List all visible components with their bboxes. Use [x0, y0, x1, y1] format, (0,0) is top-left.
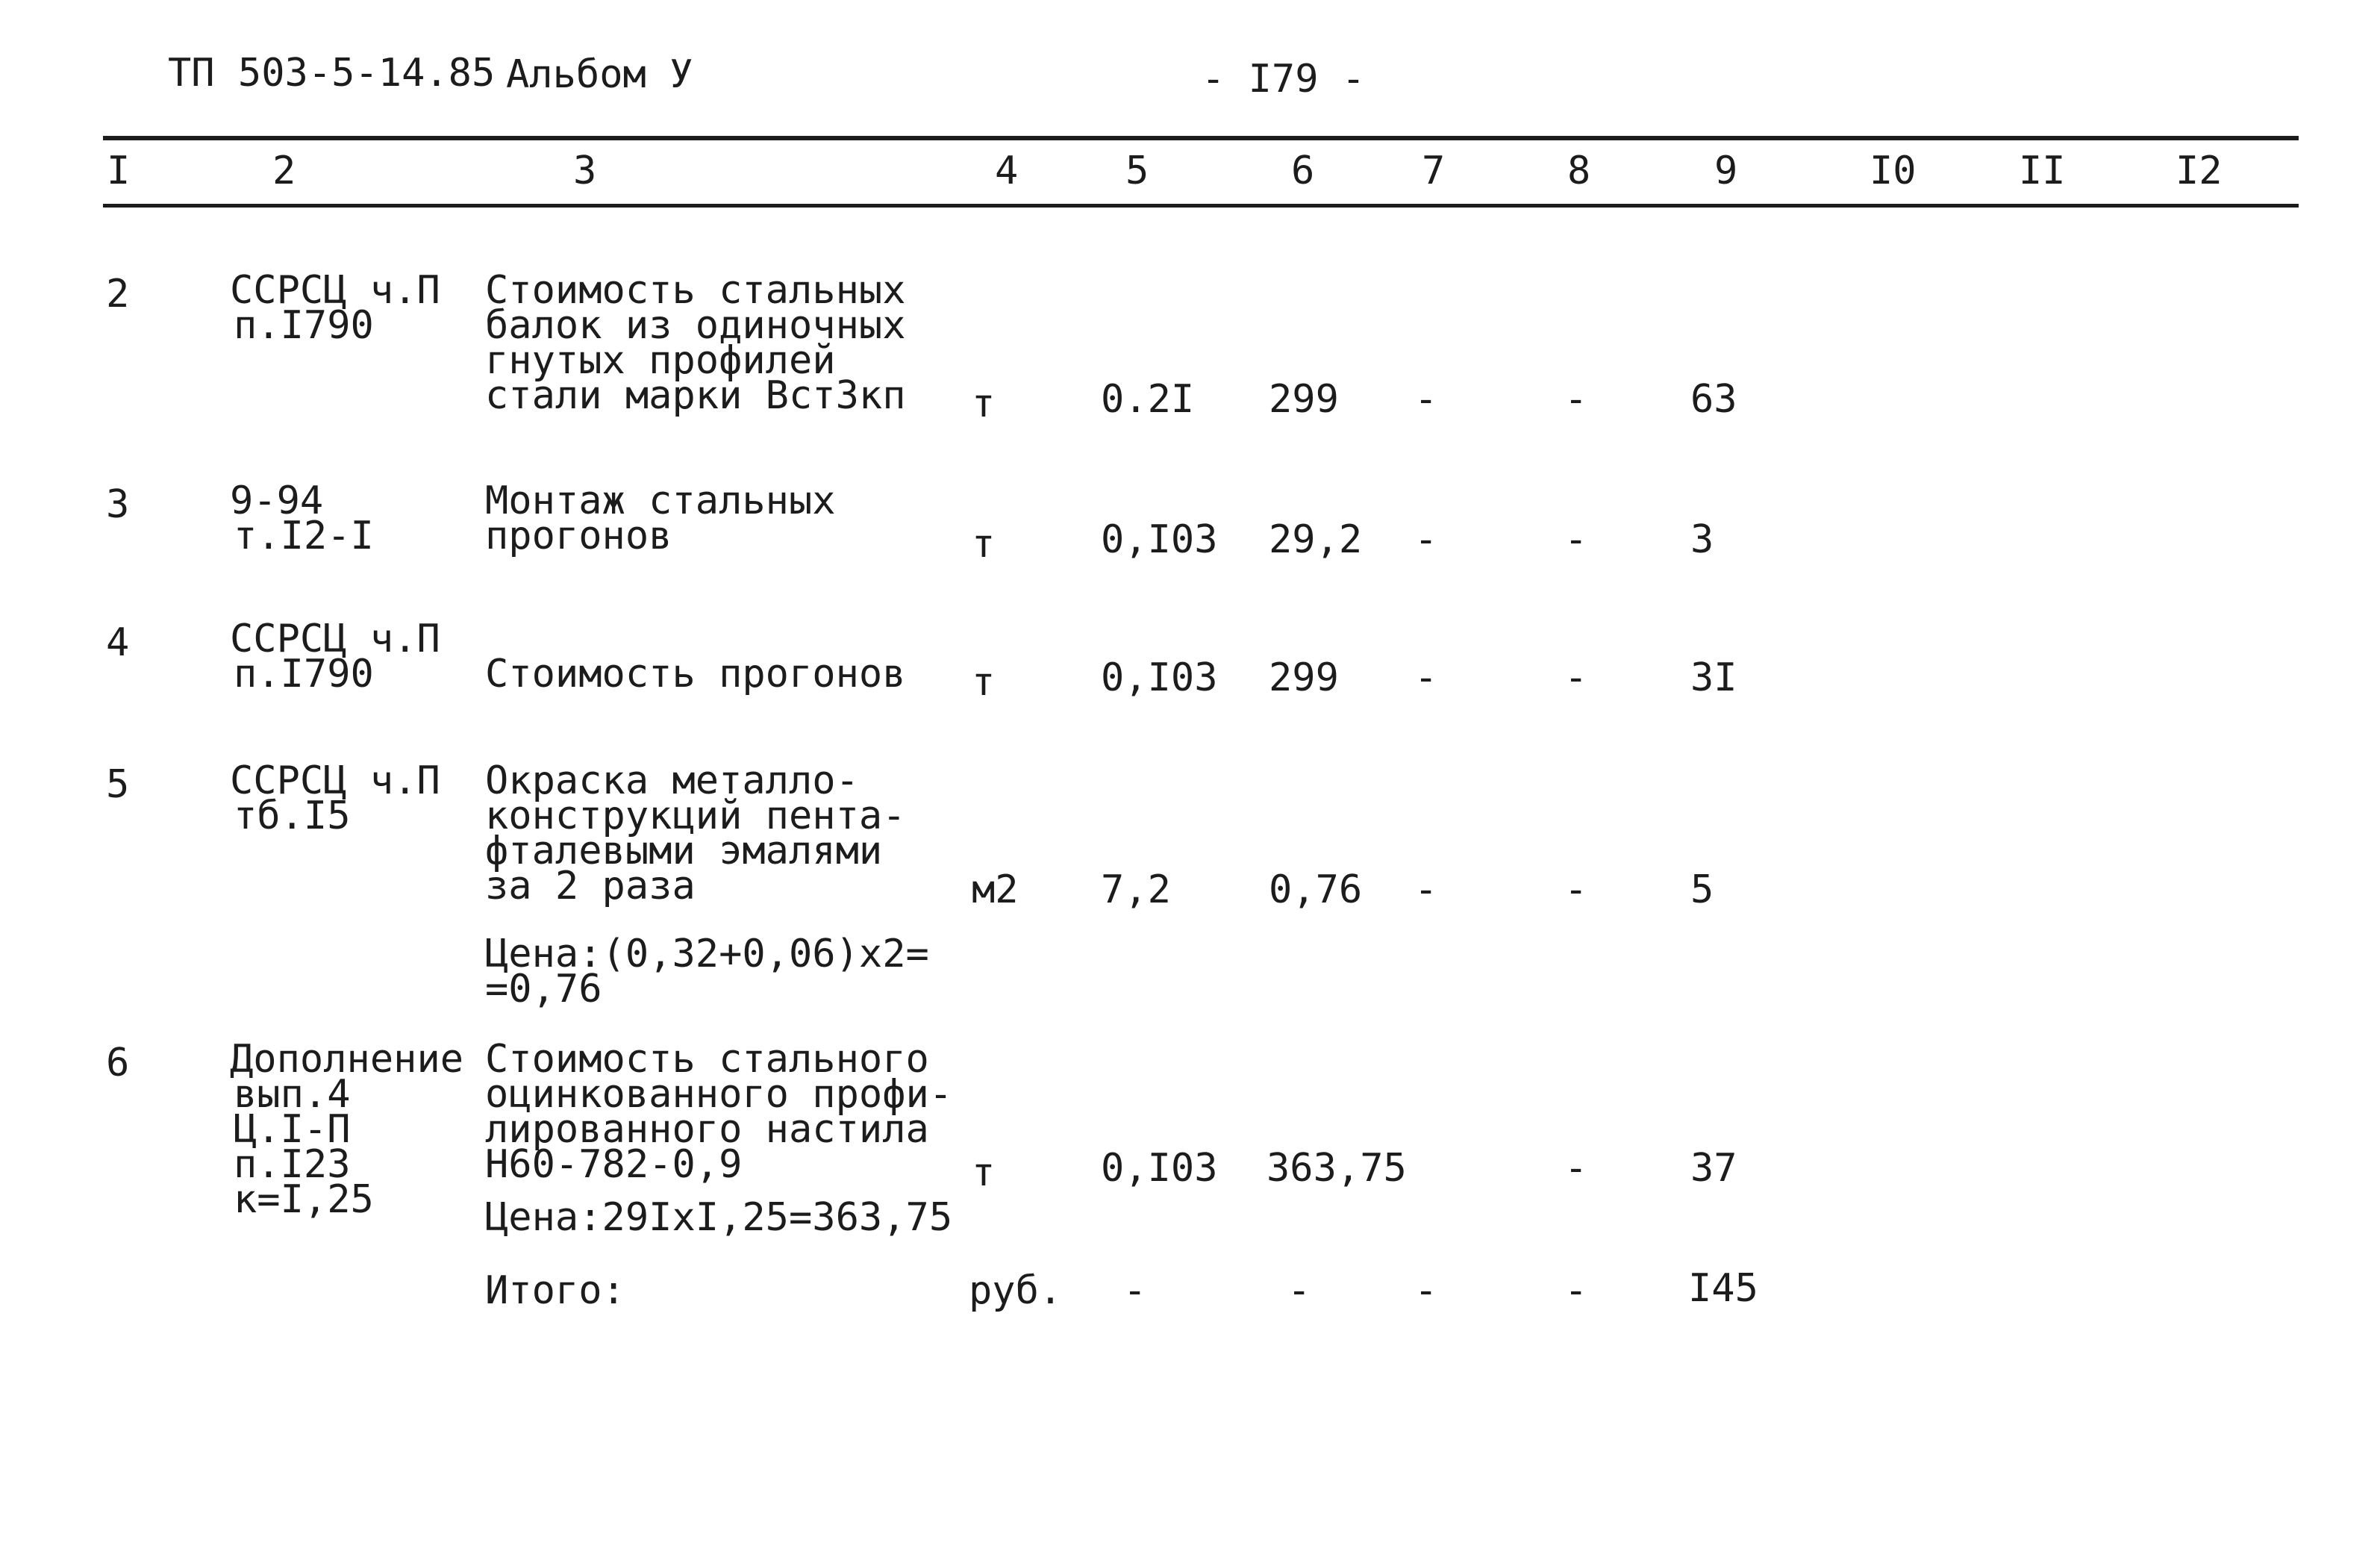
column-header: 5 — [1125, 149, 1149, 193]
quantity-cell: 0,I03 — [1101, 655, 1218, 700]
description-line: Окраска металло- — [485, 758, 859, 803]
reference-line: т.I2-I — [234, 514, 374, 558]
album-label: Альбом У — [506, 52, 693, 97]
unit-cell: т — [972, 660, 996, 705]
col8-cell: - — [1564, 867, 1588, 912]
column-header: II — [2019, 149, 2066, 193]
row-number: 6 — [106, 1041, 130, 1085]
reference-line: к=I,25 — [234, 1177, 374, 1222]
column-header: 2 — [272, 149, 296, 193]
description-line: лированного настила — [485, 1107, 929, 1152]
reference-line: ССРСЦ ч.П — [230, 758, 440, 803]
reference-line: тб.I5 — [234, 794, 351, 838]
summary-label: Итого: — [485, 1268, 625, 1313]
quantity-cell: 0,I03 — [1101, 1146, 1218, 1191]
price-note-line: Цена:29IxI,25=363,75 — [485, 1195, 953, 1240]
price-note-line: Цена:(0,32+0,06)x2= — [485, 932, 929, 976]
col7-cell: - — [1414, 867, 1438, 912]
description-line: прогонов — [485, 514, 672, 558]
summary-unit: руб. — [969, 1268, 1063, 1313]
unit-cell: т — [972, 522, 996, 567]
column-header: I — [107, 149, 131, 193]
description-line: стали марки ВстЗкп — [485, 373, 906, 418]
unit-cell: т — [972, 381, 996, 426]
price-note-line: =0,76 — [485, 967, 602, 1011]
description-line: фталевыми эмалями — [485, 829, 883, 873]
reference-line: вып.4 — [234, 1072, 351, 1117]
price-cell: 299 — [1269, 377, 1339, 422]
column-header: 6 — [1291, 149, 1315, 193]
col8-cell: - — [1564, 377, 1588, 422]
summary-total: I45 — [1688, 1266, 1758, 1311]
price-cell: 29,2 — [1269, 517, 1363, 562]
row-number: 5 — [106, 762, 130, 807]
column-header: 7 — [1422, 149, 1446, 193]
column-header: 3 — [573, 149, 597, 193]
total-cell: 5 — [1690, 867, 1714, 912]
total-cell: 3I — [1690, 655, 1737, 700]
summary-col7: - — [1414, 1268, 1438, 1313]
description-line: Монтаж стальных — [485, 479, 836, 523]
reference-line: п.I790 — [234, 303, 374, 348]
column-header: 4 — [995, 149, 1019, 193]
row-number: 2 — [106, 272, 130, 317]
description-line: конструкций пента- — [485, 794, 906, 838]
reference-line: 9-94 — [230, 479, 324, 523]
row-number: 4 — [106, 620, 130, 665]
column-header: I2 — [2176, 149, 2223, 193]
table-header-rule — [103, 204, 2299, 208]
document-code: ТП 503-5-14.85 — [168, 51, 496, 96]
quantity-cell: 0,I03 — [1101, 517, 1218, 562]
col7-cell: - — [1414, 517, 1438, 562]
description-line: Стоимость прогонов — [485, 652, 906, 696]
description-line: балок из одиночных — [485, 303, 906, 348]
row-number: 3 — [106, 482, 130, 527]
total-cell: 3 — [1690, 517, 1714, 562]
reference-line: Ц.I-П — [234, 1107, 351, 1152]
price-cell: 0,76 — [1269, 867, 1363, 912]
column-header: I0 — [1870, 149, 1917, 193]
col7-cell: - — [1414, 655, 1438, 700]
reference-line: ССРСЦ ч.П — [230, 617, 440, 661]
description-line: Стоимость стального — [485, 1037, 929, 1082]
col8-cell: - — [1564, 655, 1588, 700]
page-number: - I79 - — [1202, 57, 1366, 102]
quantity-cell: 0.2I — [1101, 377, 1195, 422]
col8-cell: - — [1564, 517, 1588, 562]
summary-price: - — [1287, 1268, 1311, 1313]
summary-col8: - — [1564, 1268, 1588, 1313]
description-line: оцинкованного профи- — [485, 1072, 953, 1117]
col7-cell: - — [1414, 377, 1438, 422]
description-line: гнутых профилей — [485, 338, 836, 383]
quantity-cell: 7,2 — [1101, 867, 1171, 912]
column-header: 8 — [1567, 149, 1591, 193]
reference-line: Дополнение — [230, 1037, 464, 1082]
table-top-rule — [103, 136, 2299, 140]
description-line: за 2 раза — [485, 864, 696, 908]
reference-line: п.I23 — [234, 1142, 351, 1187]
unit-cell: м2 — [972, 867, 1019, 912]
col8-cell: - — [1564, 1146, 1588, 1191]
price-cell: 363,75 — [1266, 1146, 1407, 1191]
total-cell: 37 — [1690, 1146, 1737, 1191]
description-line: Н60-782-0,9 — [485, 1142, 743, 1187]
total-cell: 63 — [1690, 377, 1737, 422]
summary-qty: - — [1123, 1268, 1147, 1313]
price-cell: 299 — [1269, 655, 1339, 700]
description-line: Стоимость стальных — [485, 268, 906, 313]
reference-line: ССРСЦ ч.П — [230, 268, 440, 313]
unit-cell: т — [972, 1150, 996, 1195]
reference-line: п.I790 — [234, 652, 374, 696]
column-header: 9 — [1714, 149, 1738, 193]
